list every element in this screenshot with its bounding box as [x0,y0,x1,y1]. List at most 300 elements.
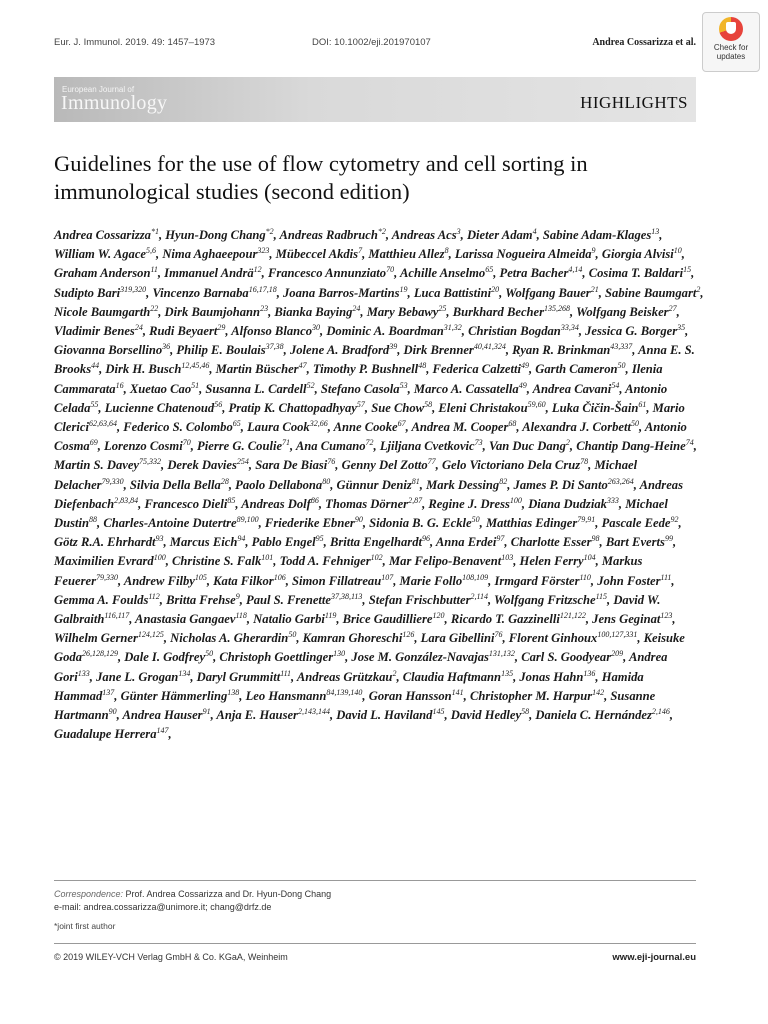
author-affiliation: 263,264 [607,476,634,486]
author-name: Giorgia Alvisi [601,247,674,262]
author-name: David Hedley [450,708,522,723]
author-name: Martin Büscher [215,362,299,377]
author-affiliation: 105 [194,572,207,582]
author-affiliation: 73 [474,438,483,448]
author-name: Diana Dudziak [528,496,607,511]
author [54,305,158,319]
author [519,670,595,684]
author-affiliation: 101 [261,553,274,563]
author-name: Thomas Dörner [325,496,409,511]
author-name: Susanna L. Cardell [205,381,307,396]
doi: DOI: 10.1002/eji.201970107 [312,37,431,48]
author [167,458,249,472]
author [468,324,579,338]
author-name: Simon Fillatreau [292,573,382,588]
author-name: Andreas Radbruch [279,228,378,242]
author [124,650,213,664]
author-affiliation: 123 [660,610,673,620]
author-affiliation: 86 [310,495,319,505]
author-affiliation: 135,268 [544,303,571,313]
author-affiliation: 135 [501,668,514,678]
author-name: Anne Cooke [333,420,398,435]
author [528,497,619,511]
author [535,708,670,722]
section-label: HIGHLIGHTS [580,93,688,112]
author [276,247,362,261]
citation: Eur. J. Immunol. 2019. 49: 1457–1973 [54,37,216,48]
author-name: Wilhelm Gerner [54,631,138,646]
author-affiliation: 96 [422,534,430,544]
author-affiliation: 13 [651,226,660,236]
author [400,574,489,588]
author-name: Ana Cumano [295,439,366,454]
author-name: Andrea Hauser [122,708,203,723]
author-affiliation: 44 [91,361,100,371]
author-affiliation: 100 [509,495,522,505]
author-name: Sara De Biasi [255,458,328,473]
author-name: Jessica G. Borger [585,324,678,339]
author-name: Susanne Hartmann [54,688,656,723]
author-name: Pascale Eede [601,516,671,531]
author [54,247,156,261]
author [280,554,383,568]
author-name: Derek Davies [167,458,237,473]
author [321,382,408,396]
author-affiliation: 136 [583,668,596,678]
author [130,478,229,492]
author-affiliation: 2 [565,438,570,448]
author [533,382,620,396]
author-name: Jose M. González-Navajas [351,650,489,665]
author-affiliation: 141 [451,687,464,697]
author [589,266,691,280]
author-affiliation: 65 [485,265,494,275]
author [494,593,607,607]
author-affiliation: 65 [232,418,241,428]
author [367,305,447,319]
author-affiliation: 112 [148,591,160,601]
author-affiliation: 88 [89,514,98,524]
author-name: Sidonia B. G. Eckle [369,516,472,531]
author-affiliation: 138 [227,687,240,697]
author-affiliation: *2 [265,226,274,236]
author [426,478,507,492]
author-affiliation: 110 [579,572,591,582]
author-name: Stefan Frischbutter [368,592,471,607]
author-affiliation: 21 [590,284,599,294]
footer-divider [54,880,696,881]
author-affiliation: 76 [494,630,503,640]
journal-website-link[interactable]: www.eji-journal.eu [612,952,696,963]
author [231,324,320,338]
author-name: Graham Anderson [54,266,151,281]
author-name: Martin S. Davey [54,458,140,473]
author-name: Van Duc Dang [488,439,566,454]
author-affiliation: 72 [365,438,374,448]
author-affiliation: 48 [418,361,427,371]
author-name: Paul S. Frenette [246,592,332,607]
copyright-divider [54,943,696,944]
correspondence-label: Correspondence: [54,889,124,899]
author [166,593,240,607]
author-name: Andrea M. Cooper [411,420,509,435]
author-affiliation: 91 [202,706,211,716]
author-affiliation: 98 [591,534,600,544]
author [400,266,493,280]
author-name: Wolfgang Bauer [505,285,591,300]
author [292,574,393,588]
author [342,458,436,472]
author [283,286,408,300]
author-name: Kamran Ghoreschi [302,631,403,646]
author [389,554,513,568]
author [404,343,506,357]
author-affiliation: 100,127,331 [597,630,638,640]
badge-line2: updates [716,52,746,61]
journal-subtitle: European Journal of [62,85,135,94]
author-affiliation: 107 [381,572,394,582]
author-name: Marcus Eich [169,535,238,550]
author-affiliation: 50 [631,418,640,428]
author [436,535,505,549]
author [246,689,363,703]
author-name: Bart Everts [605,535,665,550]
author-name: Burkhard Becher [452,304,545,319]
author-name: Dirk H. Busch [105,362,182,377]
author-name: Alexandra J. Corbett [522,420,632,435]
author-affiliation: 209 [611,649,624,659]
author-affiliation: 55 [90,399,99,409]
author-affiliation: 7 [358,246,363,256]
author-affiliation: 142 [592,687,605,697]
author [514,478,634,492]
author-affiliation: 71 [282,438,291,448]
author [451,612,586,626]
author [164,266,261,280]
author-affiliation: 22 [150,303,159,313]
author-affiliation: 124,125 [137,630,164,640]
author-affiliation: 78 [580,457,589,467]
author-affiliation: 2 [696,284,701,294]
author-affiliation: 58 [521,706,530,716]
author-name: Wolfgang Beisker [576,304,669,319]
author [486,516,595,530]
journal-logo: Immunology [61,92,168,114]
author-name: Stefano Casola [320,381,400,396]
author-name: Matthieu Allez [368,247,445,262]
author-affiliation: 119 [324,610,337,620]
author [467,228,537,242]
author [438,401,545,415]
author-affiliation: 319,320 [120,284,147,294]
author-name: Giovanna Borsellino [54,343,163,358]
author-affiliation: 92 [670,514,679,524]
author-name: Andrea Gori [54,650,668,684]
author-name: Anna Erdei [435,535,497,550]
author-affiliation: 130 [333,649,346,659]
author-affiliation: 137 [102,687,115,697]
author-name: Mar Felipo-Benavent [388,554,502,569]
author [268,266,394,280]
author [105,362,209,376]
author [54,535,164,549]
correspondence-email[interactable]: e-mail: andrea.cossarizza@unimore.it; chang@drfz.de [54,902,272,912]
author [219,650,345,664]
author [170,631,296,645]
author [54,324,143,338]
author-name: Vincenzo Barnaba [152,285,249,300]
author [369,516,480,530]
author-name: Xuetao Cao [129,381,192,396]
author-affiliation: 37,38 [265,342,284,352]
author-affiliation: 61 [638,399,647,409]
author-name: Matthias Edinger [485,516,578,531]
author-affiliation: 93 [155,534,164,544]
author-affiliation: 31,32 [443,322,462,332]
author-affiliation: 4 [532,226,537,236]
correspondence-names: Prof. Andrea Cossarizza and Dr. Hyun-Dong Chang [123,889,332,899]
author [235,478,330,492]
author [500,266,583,280]
author-affiliation: 90 [354,514,363,524]
author-name: Carl S. Goodyear [521,650,612,665]
author [455,247,596,261]
author [54,458,161,472]
author [330,535,430,549]
author-name: Lara Gibellini [420,631,495,646]
author-name: Federica Calzetti [432,362,521,377]
author [144,497,235,511]
author-name: Cosima T. Baldari [588,266,684,281]
author-name: Christopher M. Harpur [469,688,593,703]
author [104,439,191,453]
author-affiliation: 23 [260,303,269,313]
author-affiliation: 43,337 [610,342,633,352]
author-affiliation: 85 [227,495,236,505]
author-name: Sabine Baumgart [605,285,697,300]
author [414,286,499,300]
author [442,458,588,472]
author [494,574,590,588]
author-affiliation: 94 [237,534,246,544]
author-name: Immanuel Andrä [164,266,254,281]
author-name: Götz R.A. Ehrhardt [54,535,156,550]
author-name: Jonas Hahn [519,669,584,684]
author-name: Leo Hansmann [245,688,327,703]
author [54,266,158,280]
author [337,478,420,492]
author-affiliation: 254 [236,457,249,467]
author-affiliation: 75,332 [139,457,162,467]
author-name: Dirk Brenner [403,343,474,358]
author-affiliation: 9 [591,246,596,256]
author-affiliation: 26,128,129 [82,649,118,659]
author-affiliation: 89,100 [236,514,259,524]
author-name: Antonio Celada [54,381,668,415]
author-name: Charlotte Esser [510,535,592,550]
author-name: Luka Čičin-Šain [551,400,639,415]
author-affiliation: 111 [280,668,292,678]
author [511,535,600,549]
author-affiliation: 12,45,46 [181,361,210,371]
author-name: John Foster [597,573,661,588]
author-affiliation: 84,139,140 [326,687,363,697]
author-name: Friederike Ebner [264,516,355,531]
author-name: Paolo Dellabona [235,477,323,492]
correspondence [54,888,331,914]
author-affiliation: 40,41,324 [473,342,506,352]
author-name: Todd A. Fehniger [279,554,371,569]
author-name: Pablo Engel [251,535,316,550]
author [246,593,362,607]
author [403,670,513,684]
author [576,305,676,319]
author-affiliation: *1 [150,226,159,236]
author-name: Keisuke Goda [54,631,685,665]
author-affiliation: 2,143,144 [297,706,330,716]
author [296,439,374,453]
author-name: Nicole Baumgarth [54,304,151,319]
author-name: Gelo Victoriano Dela Cruz [441,458,581,473]
author-name: Nicholas A. Gherardin [170,631,289,646]
author [122,708,210,722]
author-name: Dirk Baumjohann [164,304,261,319]
author-affiliation: 15 [683,265,692,275]
author [432,362,529,376]
author-affiliation: 79,330 [95,572,118,582]
author [602,247,682,261]
author [54,343,170,357]
author-affiliation: 49 [520,361,529,371]
author-affiliation: 47 [298,361,307,371]
author [54,228,159,242]
author [54,727,169,741]
article-title: Guidelines for the use of flow cytometry and cell sorting in immunological studies (second edition) [54,151,588,204]
author-name: Jane L. Grogan [96,669,179,684]
author-name: Natalio Garbi [253,612,325,627]
author [216,708,330,722]
author-affiliation: 10 [673,246,682,256]
author [371,401,432,415]
author [552,401,646,415]
author-name: Garth Cameron [535,362,618,377]
author-affiliation: *2 [377,226,386,236]
author [369,593,488,607]
author-affiliation: 333 [606,495,619,505]
author-affiliation: 147 [156,726,169,736]
author [576,439,694,453]
author [453,305,570,319]
author-affiliation: 97 [496,534,505,544]
author-affiliation: 108,109 [462,572,489,582]
author-name: Pierre G. Coulie [197,439,283,454]
copyright: © 2019 WILEY-VCH Verlag GmbH & Co. KGaA, Weinheim [54,952,288,962]
author-affiliation: 54 [611,380,620,390]
author-affiliation: 120 [432,610,445,620]
author [172,554,273,568]
author-name: Brice Gaudilliere [342,612,433,627]
author-affiliation: 126 [402,630,415,640]
author-affiliation: 58 [424,399,433,409]
author [606,535,673,549]
author-name: Antonio Cosma [54,420,687,454]
check-for-updates-button[interactable] [702,12,760,72]
author-affiliation: 2,114 [470,591,488,601]
author [592,612,672,626]
author [213,574,286,588]
author [170,535,246,549]
author-affiliation: 145 [432,706,445,716]
author-affiliation: 30 [312,322,321,332]
author-name: David L. Haviland [336,708,433,723]
author-name: Gemma A. Foulds [54,592,149,607]
author-affiliation: 20 [491,284,500,294]
author [509,631,638,645]
author-name: Ljiljana Cvetkovic [379,439,475,454]
author-name: Ilenia Cammarata [54,362,663,396]
author [105,401,223,415]
author-affiliation: 104 [583,553,596,563]
author-name: Dale I. Godfrey [124,650,206,665]
author-name: Kata Filkor [213,573,274,588]
author-affiliation: 95 [315,534,324,544]
author-affiliation: 2 [392,668,397,678]
author-affiliation: 53 [399,380,408,390]
author [229,401,365,415]
author [255,458,335,472]
author-affiliation: 2,83,84 [114,495,139,505]
author-name: Maximilien Evrard [54,554,154,569]
author [162,247,269,261]
author-affiliation: 2,146 [651,706,670,716]
author-name: Marie Follo [399,573,463,588]
author-affiliation: 103 [501,553,514,563]
author-affiliation: 82 [499,476,508,486]
author-name: Jolene A. Bradford [289,343,390,358]
author-name: Andrew Filby [123,573,195,588]
author [165,305,269,319]
journal-banner [54,77,696,122]
author-name: Philip E. Boulais [176,343,266,358]
author-name: Hamida Hammad [54,669,644,703]
author [535,362,625,376]
author-affiliation: 74 [685,438,694,448]
author-affiliation: 81 [411,476,420,486]
author [205,382,314,396]
author-name: Nima Aghaeepour [162,247,258,262]
author-affiliation: 4,14 [568,265,583,275]
author [252,535,324,549]
author [103,516,258,530]
author-name: Ricardo T. Gazzinelli [450,612,560,627]
running-header [54,37,696,48]
author-name: Claudia Haftmann [402,669,502,684]
author [326,324,461,338]
author [313,362,426,376]
author-name: Joana Barros-Martins [282,285,400,300]
author-affiliation: 131,132 [488,649,515,659]
author [96,670,190,684]
author-affiliation: 106 [273,572,286,582]
author-affiliation: 5,6 [146,246,157,256]
author-name: Daryl Grummitt [196,669,281,684]
author [121,689,240,703]
author-affiliation: 111 [660,572,672,582]
author-affiliation: 3 [456,226,461,236]
author [505,286,599,300]
author-affiliation: 12 [253,265,262,275]
author [597,574,671,588]
